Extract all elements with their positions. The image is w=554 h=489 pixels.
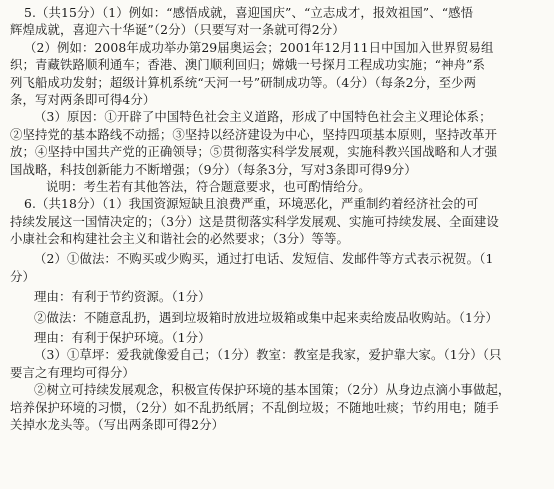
answer-line: 列飞船成功发射；超级计算机系统“天河一号”研制成功等。（4分）（每条2分，至少两 (10, 74, 477, 90)
answer-line: 说明：考生若有其他答法，符合题意要求，也可酌情给分。 (46, 178, 371, 194)
answer-line: 理由：有利于节约资源。（1分） (34, 289, 211, 305)
answer-line: 理由：有利于保护环境。（1分） (34, 330, 211, 346)
answer-line: 织；青藏铁路顺利通车；香港、澳门顺利回归；嫦娥一号探月工程成功实施；“神舟”系 (10, 57, 486, 73)
answer-line: ②树立可持续发展观念，积极宣传保护环境的基本国策；（2分）从身边点滴小事做起， (34, 382, 511, 398)
answer-line: 小康社会和构建社会主义和谐社会的必然要求；（3分）等等。 (10, 231, 350, 247)
answer-line: 国战略，科技创新能力不断增强；（9分）（每条3分，写对3条即可得9分） (10, 161, 417, 177)
answer-line: 关掉水龙头等。（写出两条即可得2分） (10, 416, 225, 432)
answer-line: ②做法：不随意乱扔，遇到垃圾箱时放进垃圾箱或集中起来卖给废品收购站。（1分） (34, 309, 498, 325)
answer-line: （3）①草坪：爱我就像爱自己；（1分）教室：教室是我家，爱护靠大家。（1分）（只 (34, 347, 502, 363)
answer-line: 5.（共15分）（1）例如：“感悟成就，喜迎国庆”、“立志成才，报效祖国”、“感悟 (24, 5, 474, 20)
answer-line: （3）原因：①开辟了中国特色社会主义道路，形成了中国特色社会主义理论体系； (34, 109, 492, 125)
answer-line: （2）①做法：不购买或少购买，通过打电话、发短信、发邮件等方式表示祝贺。（1 (34, 251, 494, 267)
answer-line: 要言之有理均可得分） (10, 364, 135, 380)
answer-line: 条，写对两条即可得4分） (10, 91, 156, 107)
answer-line: 分） (10, 268, 35, 284)
answer-line: 培养保护环境的习惯，（2分）如不乱扔纸屑；不乱倒垃圾；不随地吐痰；节约用电；随手 (10, 399, 499, 415)
answer-line: （2）例如：2008年成功举办第29届奥运会；2001年12月11日中国加入世界贸易组 (24, 39, 494, 55)
answer-line: ②坚持党的基本路线不动摇；③坚持以经济建设为中心，坚持四项基本原则，坚持改革开 (10, 126, 498, 142)
answer-line: 放；④坚持中国共产党的正确领导；⑤贯彻落实科学发展观，实施科教兴国战略和人才强 (10, 144, 498, 160)
answer-line: 辉煌成就，喜迎六十华诞”（2分）（只要写对一条就可得2分） (10, 22, 345, 38)
answer-line: 6.（共18分）（1）我国资源短缺且浪费严重，环境恶化，严重制约着经济社会的可 (24, 196, 479, 212)
answer-line: 持续发展这一国情决定的；（3分）这是贯彻落实科学发展观、实施可持续发展、全面建设 (10, 213, 499, 229)
